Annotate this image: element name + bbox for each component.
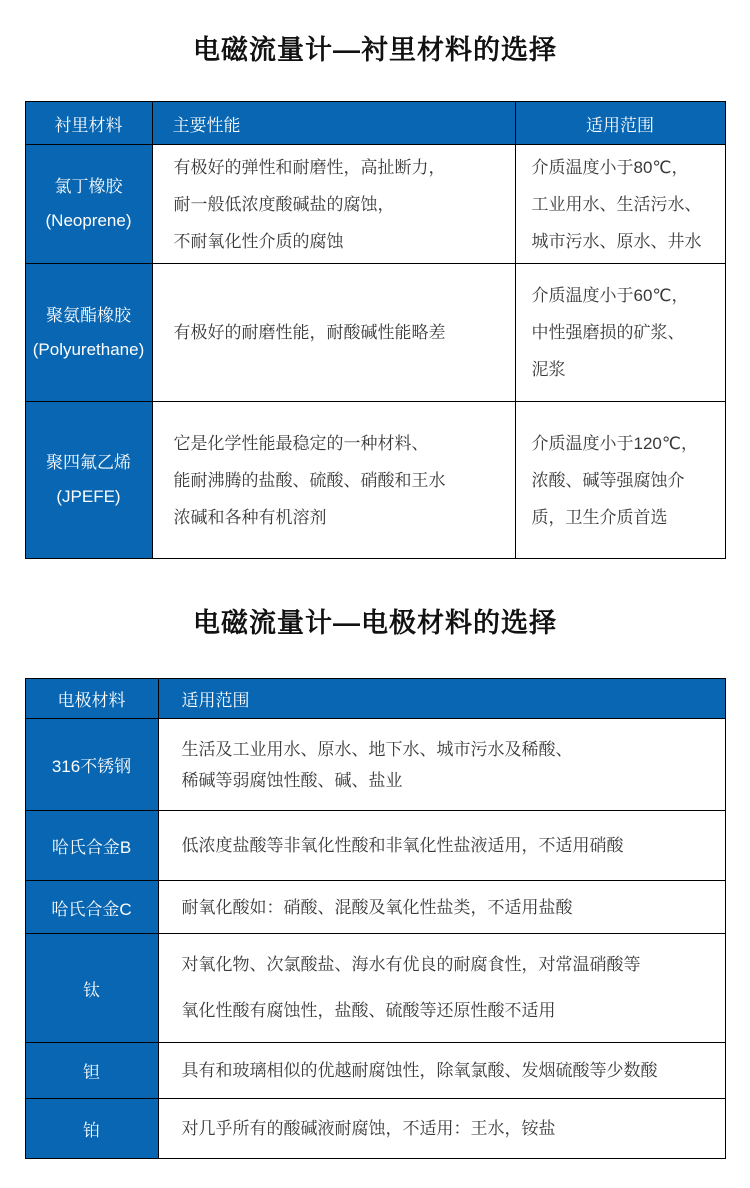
- material-name: 氯丁橡胶: [54, 177, 123, 196]
- scope-line: 低浓度盐酸等非氧化性酸和非氧化性盐液适用，不适用硝酸: [181, 836, 624, 855]
- material-name-cell: [25, 145, 152, 264]
- material-name-cell: 钛: [25, 934, 158, 1043]
- scope-line: 浓酸、碱等强腐蚀介: [531, 470, 685, 490]
- material-name-cell: [25, 402, 152, 559]
- material-name-en: (Polyurethane): [32, 339, 145, 359]
- performance-line: 它是化学性能最稳定的一种材料、: [173, 433, 429, 453]
- scope-line: 介质温度小于60℃，: [531, 286, 689, 305]
- scope-cell: [158, 719, 725, 811]
- scope-cell: [515, 402, 725, 559]
- electrode-table-header-row: [25, 679, 725, 719]
- scope-line: 介质温度小于120℃，: [531, 433, 698, 453]
- scope-line: 城市污水、原水、井水: [531, 231, 702, 251]
- table-row: [25, 402, 725, 559]
- material-name-cell: 铂: [25, 1099, 158, 1159]
- performance-line: 不耐氧化性介质的腐蚀: [173, 231, 344, 251]
- performance-line: 耐一般低浓度酸碱盐的腐蚀，: [173, 194, 395, 214]
- scope-line: 对氧化物、次氯酸盐、海水有优良的耐腐食性，对常温硝酸等: [181, 955, 641, 974]
- lining-material-table: [25, 101, 726, 559]
- electrode-material-table: [25, 678, 726, 1159]
- scope-line: 生活及工业用水、原水、地下水、城市污水及稀酸、: [181, 739, 573, 759]
- material-name-cell: 哈氏合金C: [25, 881, 158, 934]
- lining-section-title: 电磁流量计—衬里材料的选择: [193, 35, 557, 65]
- performance-line: 能耐沸腾的盐酸、硫酸、硝酸和王水: [173, 470, 446, 490]
- performance-cell: [152, 264, 515, 402]
- scope-line: 具有和玻璃相似的优越耐腐蚀性，除氧氯酸、发烟硫酸等少数酸: [181, 1061, 658, 1080]
- table-row: [25, 719, 725, 811]
- table-row: [25, 145, 725, 264]
- material-name-en: (JPEFE): [56, 487, 121, 506]
- table-row: [25, 1043, 725, 1099]
- scope-line: 耐氧化酸如：硝酸、混酸及氧化性盐类，不适用盐酸: [181, 897, 573, 917]
- header-main-performance: 主要性能: [152, 102, 515, 145]
- scope-cell: [158, 1043, 725, 1099]
- scope-cell: [158, 881, 725, 934]
- scope-line: 质，卫生介质首选: [531, 507, 668, 527]
- header-applicable-range: 适用范围: [158, 679, 725, 719]
- scope-line: 氧化性酸有腐蚀性，盐酸、硫酸等还原性酸不适用: [181, 1001, 556, 1020]
- table-row: [25, 881, 725, 934]
- header-applicable-range: 适用范围: [515, 102, 725, 145]
- scope-cell: [158, 934, 725, 1043]
- scope-cell: [158, 1099, 725, 1159]
- performance-cell: [152, 402, 515, 559]
- scope-cell: [515, 264, 725, 402]
- scope-line: 对几乎所有的酸碱液耐腐蚀，不适用：王水，铵盐: [181, 1119, 556, 1138]
- scope-cell: [515, 145, 725, 264]
- scope-line: 泥浆: [531, 360, 566, 379]
- header-electrode-material: 电极材料: [25, 679, 158, 719]
- performance-line: 浓碱和各种有机溶剂: [173, 507, 327, 527]
- table-row: [25, 1099, 725, 1159]
- performance-line: 有极好的耐磨性能，耐酸碱性能略差: [173, 323, 446, 342]
- material-name-en: (Neoprene): [45, 211, 132, 230]
- lining-table-header-row: [25, 102, 725, 145]
- performance-cell: [152, 145, 515, 264]
- scope-line: 稀碱等弱腐蚀性酸、碱、盐业: [181, 770, 403, 790]
- scope-line: 工业用水、生活污水、: [531, 194, 702, 214]
- table-row: [25, 934, 725, 1043]
- material-name-cell: [25, 264, 152, 402]
- material-name-cell: 哈氏合金B: [25, 811, 158, 881]
- material-name: 聚四氟乙烯: [46, 453, 131, 472]
- material-name-cell: 316不锈钢: [25, 719, 158, 811]
- table-row: [25, 264, 725, 402]
- table-row: [25, 811, 725, 881]
- scope-line: 中性强磨损的矿浆、: [531, 323, 685, 342]
- material-name: 聚氨酯橡胶: [46, 305, 131, 325]
- electrode-section-title: 电磁流量计—电极材料的选择: [193, 608, 557, 638]
- performance-line: 有极好的弹性和耐磨性，高扯断力，: [173, 157, 446, 177]
- scope-line: 介质温度小于80℃，: [531, 157, 689, 177]
- header-lining-material: 衬里材料: [25, 102, 152, 145]
- scope-cell: [158, 811, 725, 881]
- material-name-cell: 钽: [25, 1043, 158, 1099]
